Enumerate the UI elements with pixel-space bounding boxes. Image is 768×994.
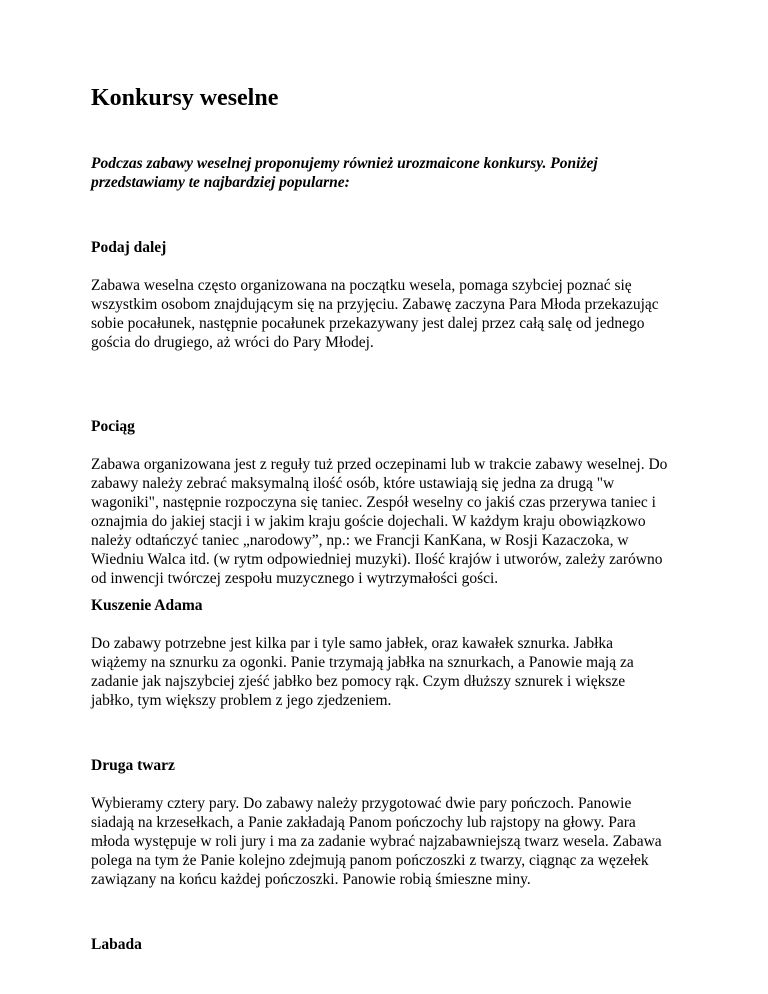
section-body-kuszenie-adama: Do zabawy potrzebne jest kilka par i tyle samo jabłek, oraz kawałek sznurka. Jabłka wiążemy na sznurku za ogonki. Panie trzymają jabłka na sznurkach, a Panowie mają za zadanie jak najszybciej zjeść jabłko bez pomocy rąk. Czym dłuższy sznurek i większe jabłko, tym większy problem z jego zjedzeniem. bbox=[91, 635, 634, 709]
section-body-pociag: Zabawa organizowana jest z reguły tuż przed oczepinami lub w trakcie zabawy weselnej. Do zabawy należy zebrać maksymalną ilość osób, które ustawiają się jedna za drugą "w wagoniki", następnie rozpoczyna się taniec. Zespół weselny co jakiś czas przerywa taniec i oznajmia do jakiej stacji i w jakim kraju goście dojechali. W każdym kraju obowiązkowo należy odtańczyć taniec „narodowy”, np.: we Francji KanKana, w Rosji Kazaczoka, w Wiedniu Walca itd. (w rytm odpowiedniej muzyki). Ilość krajów i utworów, zależy zarówno od inwencji twórczej zespołu muzycznego i wytrzymałości gości. bbox=[91, 456, 668, 587]
intro-text: Podczas zabawy weselnej proponujemy również urozmaicone konkursy. Poniżej przedstawiamy te najbardziej popularne: bbox=[91, 155, 598, 191]
section-heading-labada: Labada bbox=[91, 936, 142, 953]
section-heading-druga-twarz: Druga twarz bbox=[91, 757, 175, 774]
section-body-druga-twarz: Wybieramy cztery pary. Do zabawy należy przygotować dwie pary pończoch. Panowie siadają na krzesełkach, a Panie zakładają Panom pończochy lub rajstopy na głowy. Para młoda występuje w roli jury i ma za zadanie wybrać najzabawniejszą twarz wesela. Zabawa polega na tym że Panie kolejno zdejmują panom pończoszki z twarzy, ciągnąc za węzełek zawiązany na końcu każdej pończoszki. Panowie robią śmieszne miny. bbox=[91, 795, 662, 888]
section-body-podaj-dalej: Zabawa weselna często organizowana na początku wesela, pomaga szybciej poznać się wszystkim osobom znajdującym się na przyjęciu. Zabawę zaczyna Para Młoda przekazując sobie pocałunek, następnie pocałunek przekazywany jest dalej przez całą salę od jednego gościa do drugiego, aż wróci do Pary Młodej. bbox=[91, 277, 659, 351]
section-heading-pociag: Pociąg bbox=[91, 418, 135, 435]
section-heading-kuszenie-adama: Kuszenie Adama bbox=[91, 597, 203, 614]
section-heading-podaj-dalej: Podaj dalej bbox=[91, 239, 167, 256]
page-title: Konkursy weselne bbox=[91, 85, 279, 111]
